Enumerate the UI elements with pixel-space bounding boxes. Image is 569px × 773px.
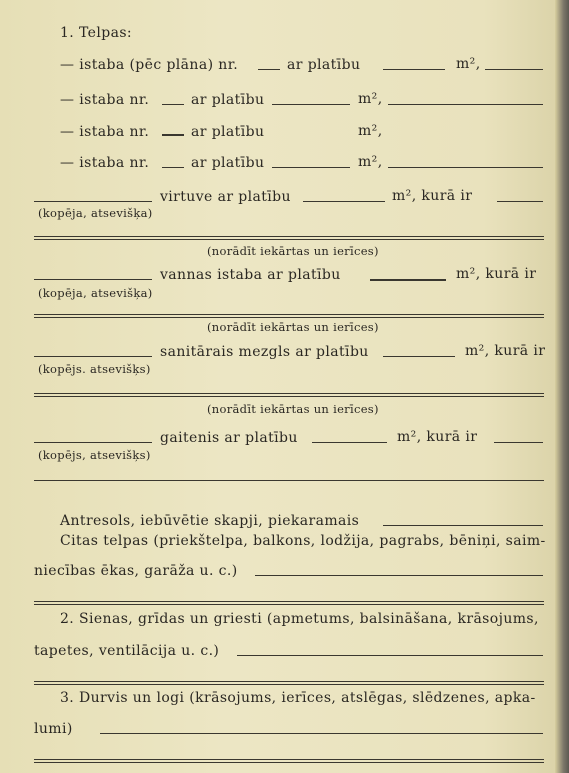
bath-label: vannas istaba ar platību (160, 267, 341, 283)
kitchen-type-field[interactable] (34, 201, 152, 202)
hall-equipment-field[interactable] (34, 480, 544, 481)
wc-type-field[interactable] (34, 356, 152, 357)
bath-unit: m², kurā ir (456, 266, 537, 282)
room-2-extra-field[interactable] (388, 104, 543, 105)
bath-type-field[interactable] (34, 279, 152, 280)
room-line-4-mid: ar platību (191, 155, 265, 171)
page-edge-shadow (555, 0, 569, 773)
hall-type-field[interactable] (34, 442, 152, 443)
kitchen-type-hint: (kopēja, atsevišķa) (38, 206, 153, 220)
room-line-4-prefix: — istaba nr. (60, 155, 150, 171)
kitchen-equipment-hint: (norādīt iekārtas un ierīces) (207, 244, 379, 258)
section-1-heading: 1. Telpas: (60, 25, 133, 41)
room-line-2-mid: ar platību (191, 92, 265, 108)
wc-equipment-field[interactable] (34, 393, 544, 397)
kitchen-unit: m², kurā ir (392, 188, 473, 204)
room-line-4-unit: m², (358, 154, 383, 170)
section-2-line-2: tapetes, ventilācija u. c.) (34, 643, 220, 659)
wc-unit: m², kurā ir (465, 343, 546, 359)
kitchen-contents-field[interactable] (497, 201, 543, 202)
bath-area-field[interactable] (370, 279, 446, 281)
hall-contents-field[interactable] (494, 442, 543, 443)
hall-type-hint: (kopējs, atsevišķs) (38, 448, 151, 462)
section-2-line-1: 2. Sienas, grīdas un griesti (apmetums, balsināšana, krāsojums, (60, 611, 539, 627)
room-line-2-prefix: — istaba nr. (60, 92, 150, 108)
hall-unit: m², kurā ir (397, 429, 478, 445)
antresols-field[interactable] (383, 525, 543, 526)
wc-type-hint: (kopējs. atsevišķs) (38, 362, 151, 376)
hall-area-field[interactable] (312, 442, 387, 443)
room-1-number-field[interactable] (258, 69, 280, 70)
antresols-label: Antresols, iebūvētie skapji, piekaramais (60, 513, 360, 529)
bath-equipment-field[interactable] (34, 314, 544, 318)
kitchen-equipment-field[interactable] (34, 236, 544, 240)
room-line-1-mid: ar platību (287, 57, 361, 73)
room-2-area-field[interactable] (272, 104, 350, 105)
hall-label: gaitenis ar platību (160, 430, 298, 446)
bath-type-hint: (kopēja, atsevišķa) (38, 286, 153, 300)
other-rooms-field[interactable] (255, 575, 543, 576)
room-line-3-mid: ar platību (191, 124, 265, 140)
section-3-field[interactable] (100, 733, 543, 734)
wc-label: sanitārais mezgls ar platību (160, 344, 369, 360)
section-2-field[interactable] (237, 655, 543, 656)
wc-area-field[interactable] (383, 356, 455, 357)
room-line-1-unit: m², (456, 56, 481, 72)
room-3-number-field[interactable] (162, 134, 184, 136)
room-line-2-unit: m², (358, 91, 383, 107)
kitchen-label: virtuve ar platību (160, 189, 291, 205)
room-2-number-field[interactable] (162, 104, 184, 105)
wc-equipment-hint: (norādīt iekārtas un ierīces) (207, 402, 379, 416)
room-4-area-field[interactable] (272, 167, 350, 168)
other-rooms-line-1: Citas telpas (priekštelpa, balkons, lodžija, pagrabs, bēniņi, saim- (60, 533, 546, 549)
section-3-line-2: lumi) (34, 721, 73, 737)
other-rooms-line-2: niecības ēkas, garāža u. c.) (34, 563, 238, 579)
bath-equipment-hint: (norādīt iekārtas un ierīces) (207, 320, 379, 334)
room-4-extra-field[interactable] (388, 167, 543, 168)
section-2-extra-field[interactable] (34, 681, 544, 685)
other-rooms-extra-field[interactable] (34, 601, 544, 605)
room-4-number-field[interactable] (162, 167, 184, 168)
room-line-1-prefix: — istaba (pēc plāna) nr. (60, 57, 239, 73)
room-line-3-prefix: — istaba nr. (60, 124, 150, 140)
room-1-extra-field[interactable] (485, 69, 543, 70)
room-1-area-field[interactable] (383, 69, 445, 70)
kitchen-area-field[interactable] (303, 201, 385, 202)
section-3-line-1: 3. Durvis un logi (krāsojums, ierīces, atslēgas, slēdzenes, apka- (60, 690, 536, 706)
room-line-3-unit: m², (358, 123, 383, 139)
section-3-extra-field[interactable] (34, 759, 544, 763)
